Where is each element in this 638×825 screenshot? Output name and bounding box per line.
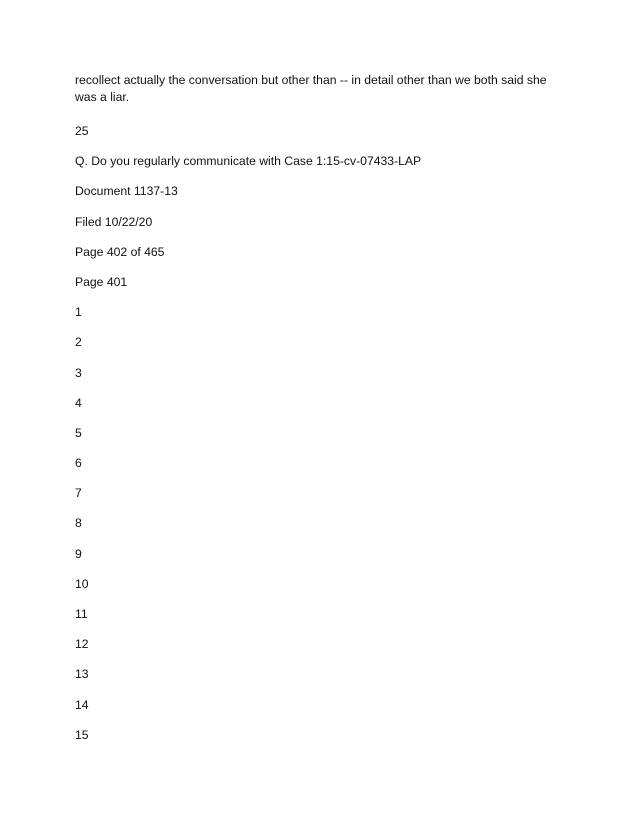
line-number-25: 25 [75, 124, 89, 138]
line-number: 6 [75, 456, 82, 471]
line-number: 8 [75, 516, 82, 531]
line-number: 4 [75, 395, 82, 410]
line-number: 10 [75, 576, 89, 591]
line-number: 5 [75, 425, 82, 440]
question-line: Q. Do you regularly communicate with Case 1:15-cv-07433-LAP [75, 154, 422, 169]
line-number: 15 [75, 727, 89, 742]
line-number: 14 [75, 697, 89, 712]
filed-date: Filed 10/22/20 [75, 214, 153, 229]
line-number: 9 [75, 546, 82, 561]
line-number: 13 [75, 667, 89, 682]
line-number: 3 [75, 365, 82, 380]
line-number: 12 [75, 637, 89, 652]
transcript-page: Page 401 [75, 274, 128, 289]
line-number: 1 [75, 305, 82, 320]
intro-paragraph: recollect actually the conversation but other than -- in detail other than we both said she was a liar. [75, 73, 547, 104]
text-column [75, 72, 565, 757]
page-of-total: Page 402 of 465 [75, 244, 165, 259]
line-number: 11 [75, 607, 88, 621]
line-number: 2 [75, 335, 82, 350]
line-number: 7 [75, 486, 82, 501]
document-number: Document 1137-13 [75, 184, 178, 199]
